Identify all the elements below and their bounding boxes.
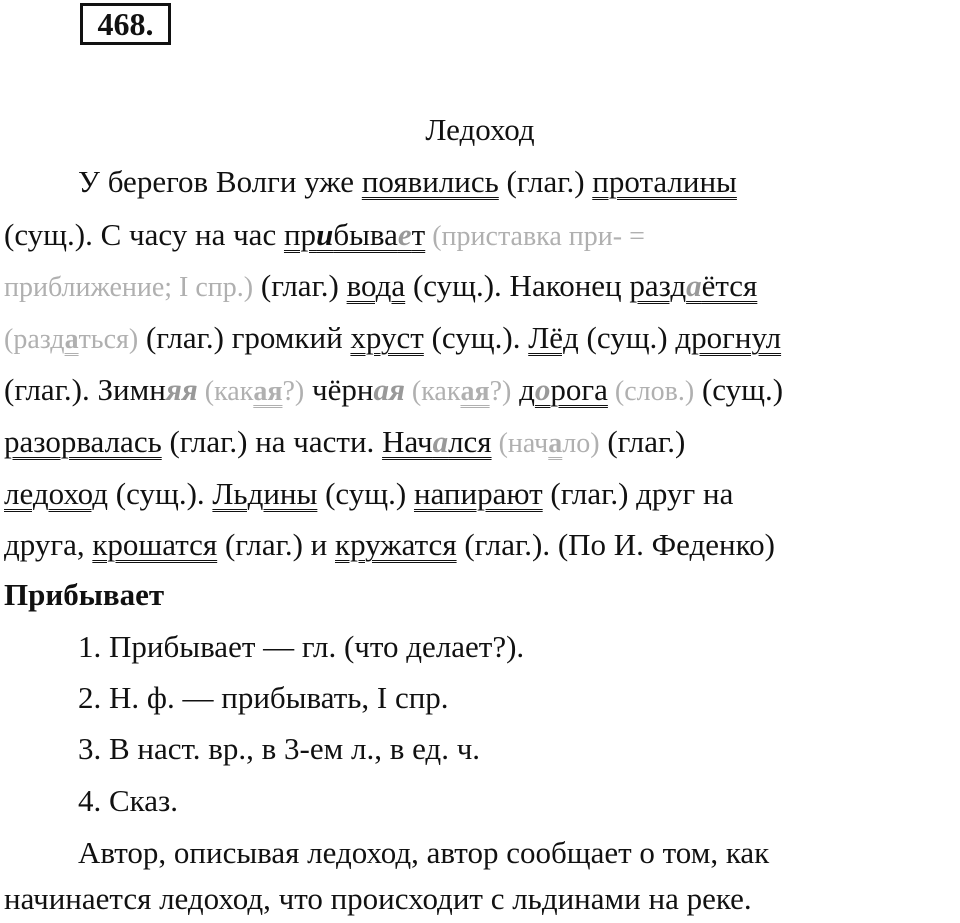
predicate-word: кружатся: [335, 527, 457, 562]
text-line-6: разорвалась (глаг.) на части. Начался (начало) (глаг.): [4, 424, 686, 459]
predicate-word: раздаётся: [629, 268, 758, 303]
subject-word: Лёд: [528, 320, 579, 355]
conclusion-line-1: Автор, описывая ледоход, автор сообщает о том, как: [78, 835, 770, 870]
conclusion-line-2: начинается ледоход, что происходит с льдинами на реке.: [4, 881, 752, 916]
predicate-word: разорвалась: [4, 424, 162, 459]
predicate-word: появились: [361, 164, 499, 199]
subject-word: Льдины: [212, 476, 318, 511]
adjective-ending: яя: [165, 372, 198, 407]
grey-note: (какая?): [404, 376, 512, 407]
analysis-item: 1. Прибывает — гл. (что делает?).: [78, 629, 525, 664]
text-line-7: ледоход (сущ.). Льдины (сущ.) напирают (глаг.) друг на: [4, 476, 734, 511]
subject-word: ледоход: [4, 476, 109, 511]
text-line-3: приближение; I спр.) (глаг.) вода (сущ.). Наконец раздаётся: [4, 268, 758, 303]
text-line-5: (глаг.). Зимняя (какая?) чёрная (какая?) дорога (слов.) (сущ.): [4, 372, 784, 407]
subject-word: хруст: [350, 320, 424, 355]
analysis-heading: Прибывает: [4, 577, 165, 612]
predicate-word: крошатся: [92, 527, 218, 562]
exercise-number: 468.: [80, 3, 171, 45]
grey-note: (приставка при- =: [425, 221, 645, 252]
predicate-word: дрогнул: [675, 320, 782, 355]
text-line-2: (сущ.). С часу на час прибывает (приставка при- =: [4, 217, 645, 252]
grey-note: (какая?): [197, 376, 305, 407]
subject-word: проталины: [592, 164, 737, 199]
adjective-ending: ая: [373, 372, 405, 407]
grey-note: (раздаться): [4, 324, 139, 355]
subject-word: вода: [346, 268, 406, 303]
analysis-item: 3. В наст. вр., в 3-ем л., в ед. ч.: [78, 731, 481, 766]
predicate-word: напирают: [413, 476, 543, 511]
grey-note: (слов.): [607, 376, 695, 407]
predicate-word: Начался: [382, 424, 492, 459]
analysis-item: 2. Н. ф. — прибывать, I спр.: [78, 680, 449, 715]
analysis-item: 4. Сказ.: [78, 783, 179, 818]
text-line-8: друга, крошатся (глаг.) и кружатся (глаг.). (По И. Феденко): [4, 527, 775, 562]
text-line-1: У берегов Волги уже появились (глаг.) проталины: [78, 164, 737, 199]
text-line-4: (раздаться) (глаг.) громкий хруст (сущ.). Лёд (сущ.) дрогнул: [4, 320, 782, 355]
subject-word: дорога: [519, 372, 608, 407]
grey-note: (начало): [491, 428, 600, 459]
text-title: Ледоход: [425, 112, 535, 147]
predicate-word: прибывает: [283, 217, 426, 252]
grey-note: приближение; I спр.): [4, 272, 254, 303]
